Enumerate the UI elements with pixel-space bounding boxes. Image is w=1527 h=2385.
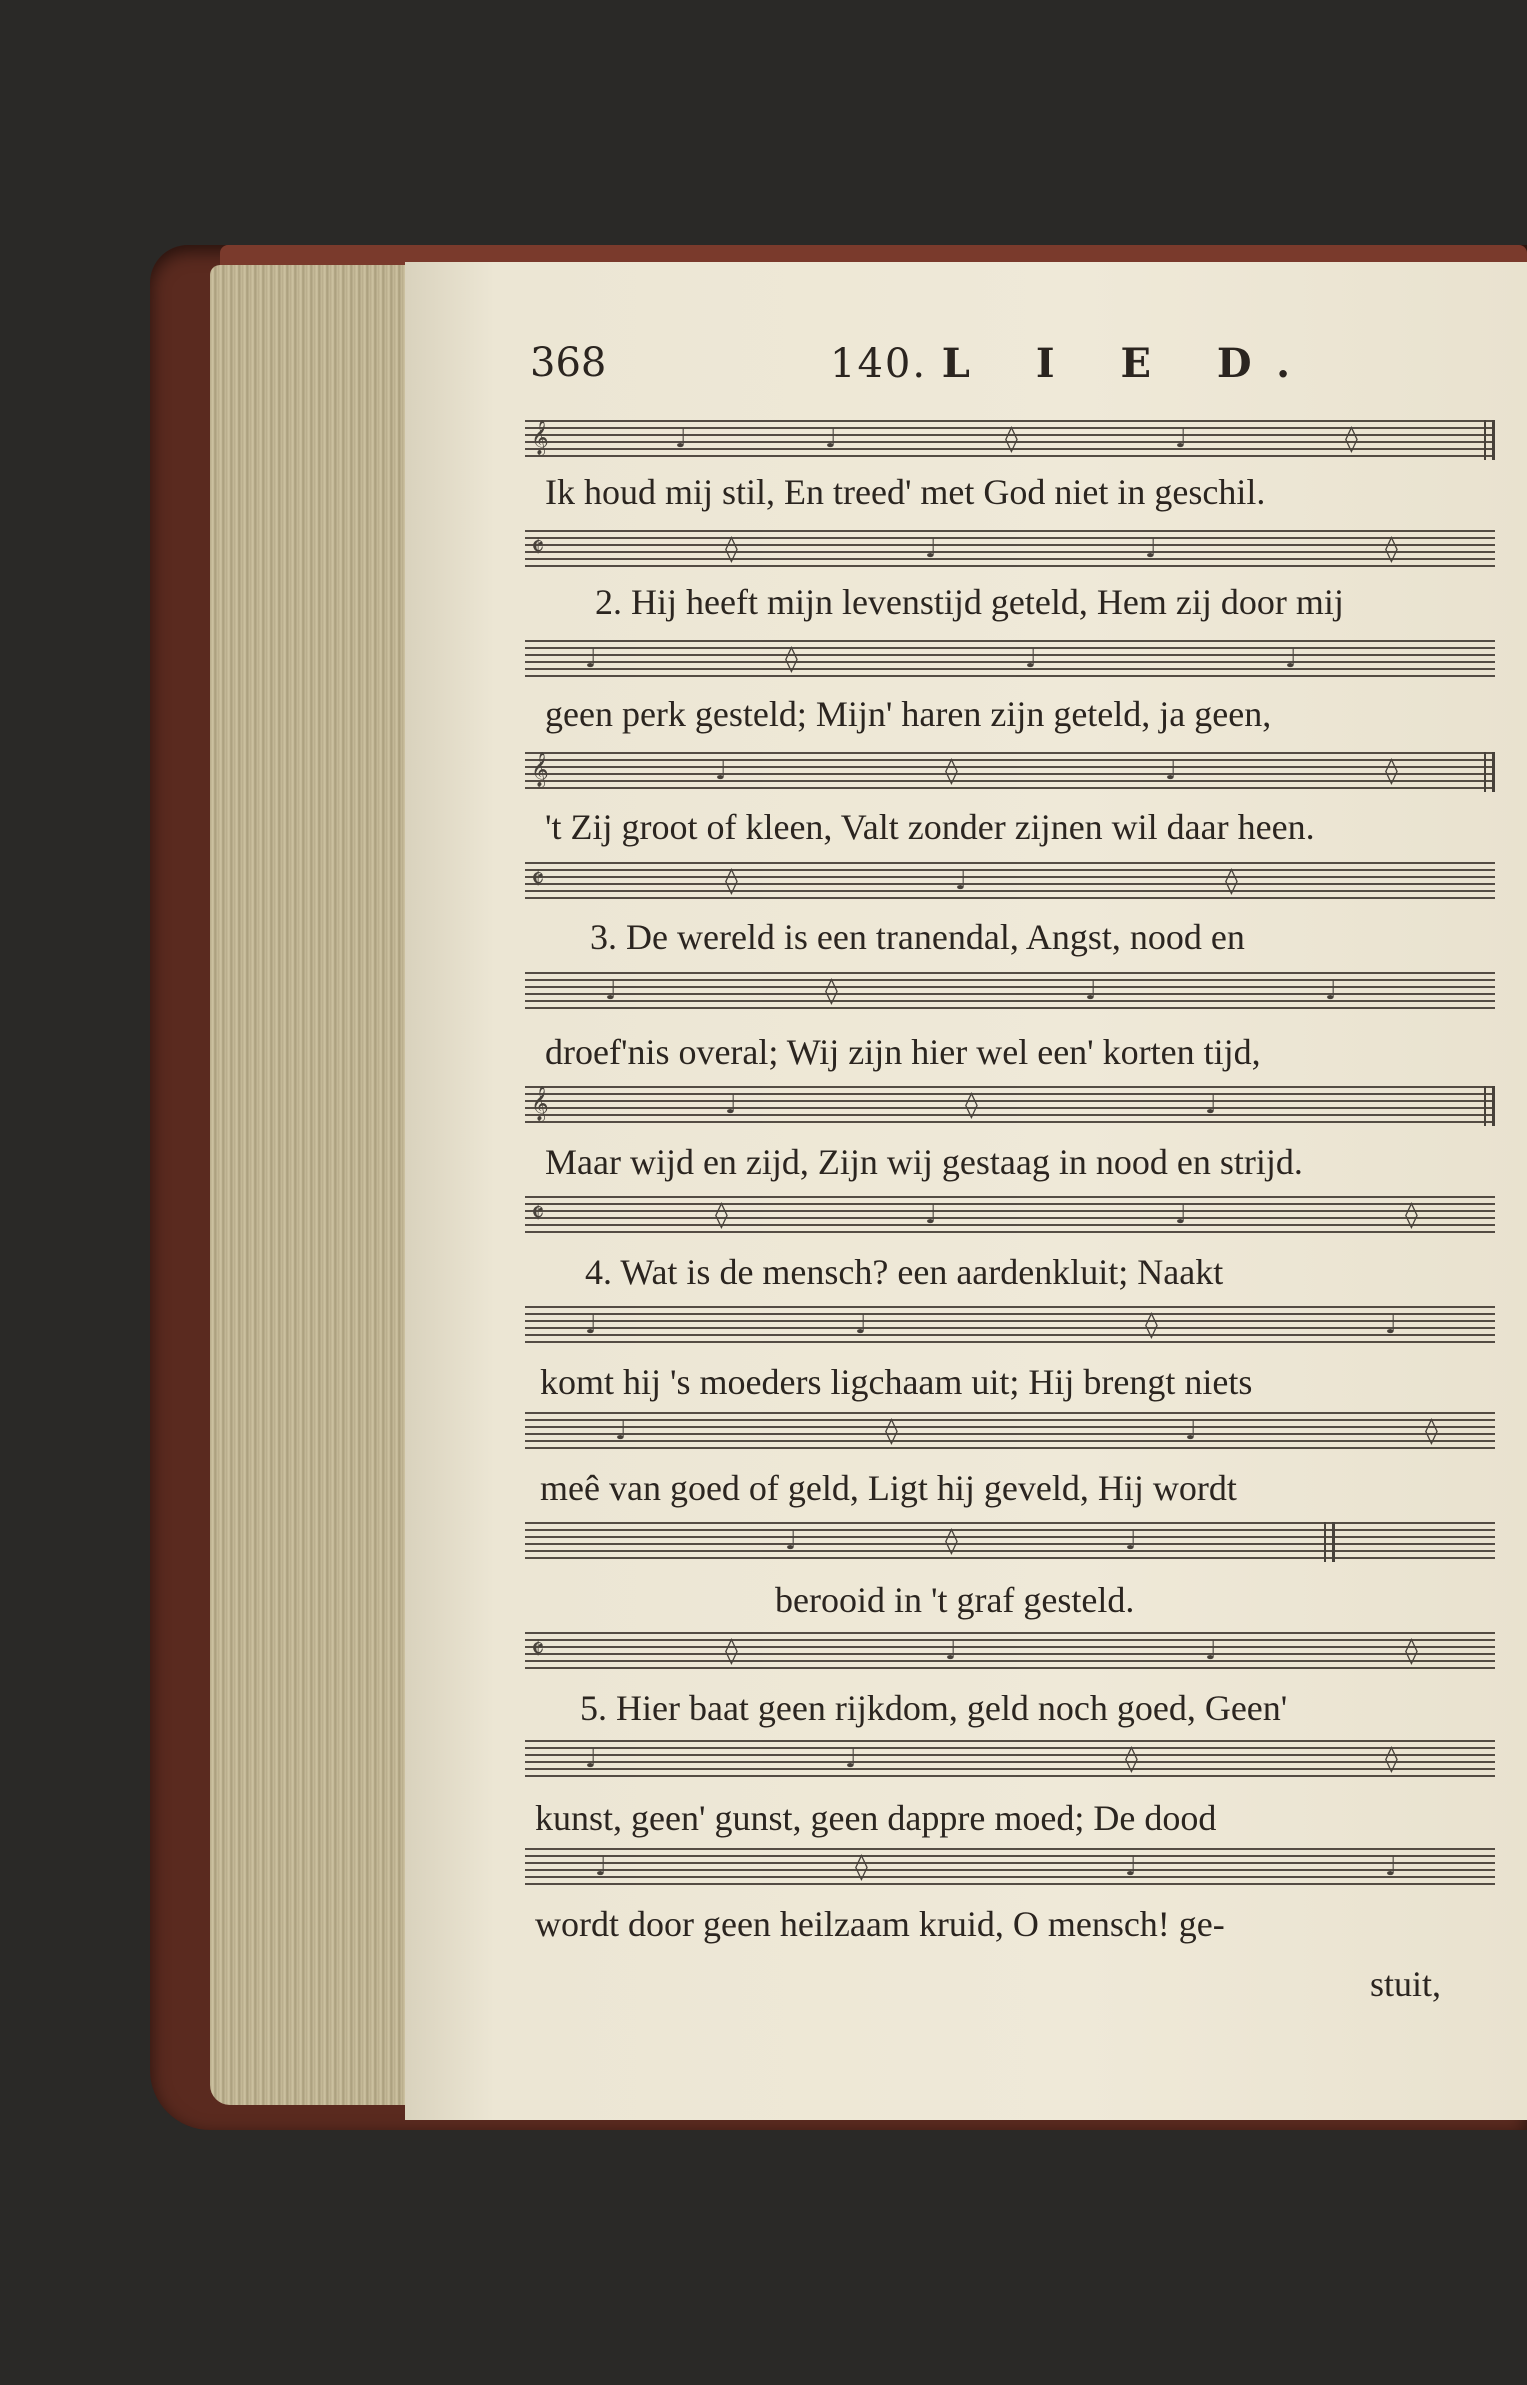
note-icon: ◊ bbox=[1385, 756, 1398, 786]
music-staff bbox=[525, 1086, 1495, 1126]
note-icon: ◊ bbox=[715, 1200, 728, 1230]
page-number: 368 bbox=[530, 340, 607, 386]
note-icon: ◊ bbox=[1145, 1310, 1158, 1340]
note-icon: ♩ bbox=[955, 866, 968, 896]
note-icon: ♩ bbox=[1385, 1310, 1398, 1340]
note-icon: ◊ bbox=[1425, 1416, 1438, 1446]
lyric-line: kunst, geen' gunst, geen dappre moed; De dood bbox=[535, 1798, 1217, 1838]
note-icon: ♩ bbox=[925, 1200, 938, 1230]
note-icon: ♩ bbox=[785, 1526, 798, 1556]
lyric-line: Maar wijd en zijd, Zijn wij gestaag in nood en strijd. bbox=[545, 1142, 1303, 1182]
music-staff bbox=[525, 1848, 1495, 1888]
music-staff bbox=[525, 1522, 1495, 1562]
note-icon: ◊ bbox=[1385, 534, 1398, 564]
note-icon: ♩ bbox=[725, 1090, 738, 1120]
music-staff bbox=[525, 1196, 1495, 1236]
note-icon: ♩ bbox=[825, 424, 838, 454]
lyric-line: 4. Wat is de mensch? een aardenkluit; Naakt bbox=[585, 1252, 1224, 1292]
note-icon: ♩ bbox=[1205, 1090, 1218, 1120]
hymn-title: L I E D. bbox=[941, 340, 1317, 387]
note-icon: ◊ bbox=[785, 644, 798, 674]
lyric-line: 5. Hier baat geen rijkdom, geld noch goed, Geen' bbox=[580, 1688, 1288, 1728]
music-staff bbox=[525, 972, 1495, 1012]
note-icon: ♩ bbox=[1325, 976, 1338, 1006]
note-icon: ♩ bbox=[675, 424, 688, 454]
music-staff bbox=[525, 1412, 1495, 1452]
lyric-line: stuit, bbox=[1370, 1964, 1442, 2004]
music-staff bbox=[525, 752, 1495, 792]
clef-icon: 𝄵 bbox=[531, 1632, 545, 1667]
note-icon: ♩ bbox=[1175, 424, 1188, 454]
note-icon: ♩ bbox=[855, 1310, 868, 1340]
clef-icon: 𝄵 bbox=[531, 530, 545, 565]
note-icon: ◊ bbox=[945, 756, 958, 786]
note-icon: ♩ bbox=[605, 976, 618, 1006]
note-icon: ♩ bbox=[1185, 1416, 1198, 1446]
note-icon: ♩ bbox=[1025, 644, 1038, 674]
music-staff bbox=[525, 1740, 1495, 1780]
note-icon: ◊ bbox=[725, 534, 738, 564]
note-icon: ♩ bbox=[1145, 534, 1158, 564]
note-icon: ♩ bbox=[1125, 1526, 1138, 1556]
note-icon: ♩ bbox=[1385, 1852, 1398, 1882]
running-head bbox=[830, 340, 1316, 387]
note-icon: ♩ bbox=[585, 1310, 598, 1340]
lyric-line: 't Zij groot of kleen, Valt zonder zijnen wil daar heen. bbox=[545, 807, 1315, 847]
music-staff bbox=[525, 1632, 1495, 1672]
note-icon: ◊ bbox=[1405, 1200, 1418, 1230]
lyric-line: berooid in 't graf gesteld. bbox=[775, 1580, 1135, 1620]
clef-icon: 𝄞 bbox=[531, 420, 549, 455]
note-icon: ♩ bbox=[1085, 976, 1098, 1006]
final-barline-icon bbox=[1484, 1086, 1495, 1126]
music-staff bbox=[525, 640, 1495, 680]
note-icon: ◊ bbox=[1225, 866, 1238, 896]
hymn-number: 140. bbox=[830, 341, 928, 387]
note-icon: ♩ bbox=[925, 534, 938, 564]
lyric-line: droef'nis overal; Wij zijn hier wel een' korten tijd, bbox=[545, 1032, 1261, 1072]
note-icon: ◊ bbox=[1385, 1744, 1398, 1774]
lyric-line: meê van goed of geld, Ligt hij geveld, Hij wordt bbox=[540, 1468, 1237, 1508]
note-icon: ♩ bbox=[1205, 1636, 1218, 1666]
lyric-line: 2. Hij heeft mijn levenstijd geteld, Hem zij door mij bbox=[595, 582, 1344, 622]
music-staff bbox=[525, 1306, 1495, 1346]
note-icon: ◊ bbox=[725, 866, 738, 896]
note-icon: ◊ bbox=[1005, 424, 1018, 454]
final-barline-icon bbox=[1484, 752, 1495, 792]
lyric-line: Ik houd mij stil, En treed' met God niet in geschil. bbox=[545, 472, 1266, 512]
final-barline-icon bbox=[1484, 420, 1495, 460]
clef-icon: 𝄵 bbox=[531, 862, 545, 897]
lyric-line: 3. De wereld is een tranendal, Angst, nood en bbox=[590, 917, 1245, 957]
note-icon: ◊ bbox=[825, 976, 838, 1006]
note-icon: ◊ bbox=[1405, 1636, 1418, 1666]
clef-icon: 𝄵 bbox=[531, 1196, 545, 1231]
note-icon: ♩ bbox=[945, 1636, 958, 1666]
lyric-line: geen perk gesteld; Mijn' haren zijn geteld, ja geen, bbox=[545, 694, 1272, 734]
music-staff bbox=[525, 862, 1495, 902]
note-icon: ♩ bbox=[845, 1744, 858, 1774]
clef-icon: 𝄞 bbox=[531, 752, 549, 787]
note-icon: ◊ bbox=[965, 1090, 978, 1120]
note-icon: ♩ bbox=[585, 1744, 598, 1774]
note-icon: ♩ bbox=[1125, 1852, 1138, 1882]
final-barline-icon bbox=[1324, 1522, 1335, 1562]
note-icon: ◊ bbox=[885, 1416, 898, 1446]
music-staff bbox=[525, 530, 1495, 570]
note-icon: ♩ bbox=[715, 756, 728, 786]
note-icon: ◊ bbox=[1345, 424, 1358, 454]
note-icon: ♩ bbox=[1175, 1200, 1188, 1230]
page-header bbox=[530, 340, 1527, 400]
clef-icon: 𝄞 bbox=[531, 1086, 549, 1121]
note-icon: ◊ bbox=[725, 1636, 738, 1666]
music-staff bbox=[525, 420, 1495, 460]
note-icon: ♩ bbox=[595, 1852, 608, 1882]
lyric-line: wordt door geen heilzaam kruid, O mensch! ge- bbox=[535, 1904, 1225, 1944]
note-icon: ♩ bbox=[585, 644, 598, 674]
note-icon: ◊ bbox=[945, 1526, 958, 1556]
note-icon: ♩ bbox=[1285, 644, 1298, 674]
lyric-line: komt hij 's moeders ligchaam uit; Hij brengt niets bbox=[540, 1362, 1253, 1402]
note-icon: ♩ bbox=[615, 1416, 628, 1446]
note-icon: ♩ bbox=[1165, 756, 1178, 786]
note-icon: ◊ bbox=[1125, 1744, 1138, 1774]
note-icon: ◊ bbox=[855, 1852, 868, 1882]
